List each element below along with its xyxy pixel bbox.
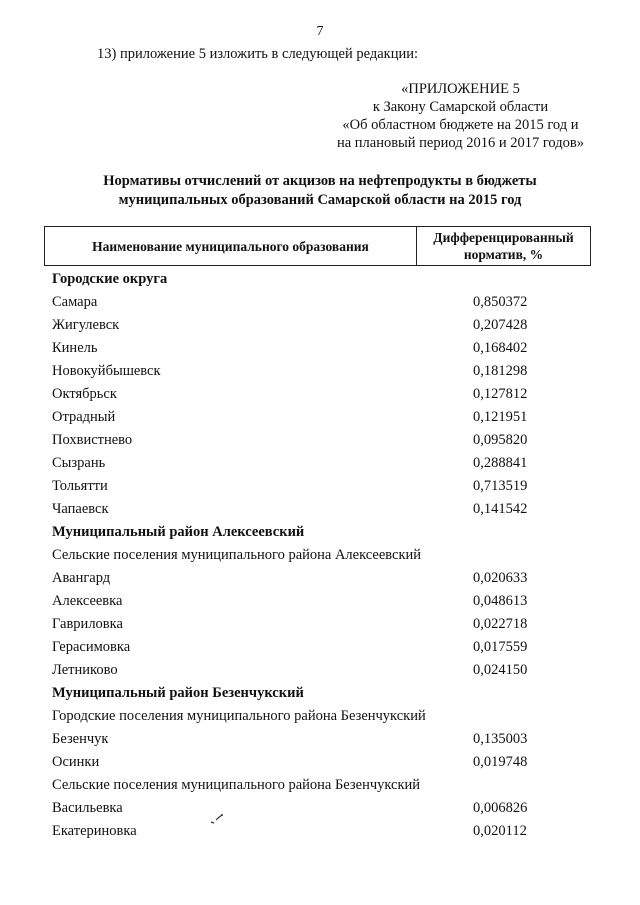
row-value: 0,017559 [473,639,528,655]
row-name: Чапаевск [52,501,109,517]
row-value: 0,288841 [473,455,528,471]
section-row [52,269,591,292]
row-value: 0,135003 [473,731,528,747]
table-row [52,361,591,384]
pen-mark-icon [209,813,225,825]
row-value: 0,048613 [473,593,528,609]
subsection-row [52,775,591,798]
row-name: Безенчук [52,731,109,747]
row-value: 0,713519 [473,478,528,494]
row-value: 0,850372 [473,294,528,310]
row-name: Отрадный [52,409,116,425]
row-value: 0,168402 [473,340,528,356]
column-header-value-line: норматив, % [463,247,544,262]
table-row [52,338,591,361]
section-row [52,522,591,545]
row-name: Октябрьск [52,386,117,402]
section-row [52,683,591,706]
table-row [52,292,591,315]
title-line: Нормативы отчислений от акцизов на нефтепродукты в бюджеты [103,173,537,189]
column-header-value [417,227,590,265]
row-name: Жигулевск [52,317,120,333]
amendment-intro: 13) приложение 5 изложить в следующей редакции: [97,46,419,62]
row-name: Сельские поселения муниципального района Алексеевский [52,547,422,563]
row-name: Авангард [52,570,111,586]
row-name: Осинки [52,754,100,770]
table-row [52,637,591,660]
column-header-name: Наименование муниципального образования [45,227,417,265]
row-name: Гавриловка [52,616,123,632]
row-name: Городские поселения муниципального района Безенчукский [52,708,426,724]
row-name: Тольятти [52,478,108,494]
table-row [52,798,591,821]
column-header-value-line: Дифференцированный [433,230,574,245]
table-row [52,591,591,614]
title-line: муниципальных образований Самарской области на 2015 год [118,192,522,208]
row-name: Самара [52,294,98,310]
table-body [52,269,591,844]
table-row [52,430,591,453]
table-row [52,729,591,752]
row-value: 0,121951 [473,409,528,425]
subsection-row [52,545,591,568]
row-value: 0,006826 [473,800,528,816]
row-name: Похвистнево [52,432,133,448]
table-row [52,821,591,844]
appendix-line: на плановый период 2016 и 2017 годов» [336,135,584,151]
document-title [0,172,640,210]
table-row [52,660,591,683]
row-name: Екатериновка [52,823,137,839]
row-name: Кинель [52,340,98,356]
appendix-line: к Закону Самарской области [372,99,549,115]
row-name: Муниципальный район Алексеевский [52,524,305,540]
row-value: 0,020633 [473,570,528,586]
row-value: 0,024150 [473,662,528,678]
appendix-heading [337,80,584,152]
table-row [52,315,591,338]
row-value: 0,141542 [473,501,528,517]
row-name: Новокуйбышевск [52,363,161,379]
table-row [52,752,591,775]
row-name: Муниципальный район Безенчукский [52,685,304,701]
subsection-row [52,706,591,729]
row-name: Сельские поселения муниципального района Безенчукский [52,777,421,793]
row-name: Герасимовка [52,639,131,655]
row-value: 0,022718 [473,616,528,632]
table-row [52,476,591,499]
row-value: 0,181298 [473,363,528,379]
row-value: 0,020112 [473,823,527,839]
table-row [52,453,591,476]
row-name: Городские округа [52,271,168,287]
row-name: Летниково [52,662,118,678]
row-value: 0,127812 [473,386,528,402]
appendix-line: «Об областном бюджете на 2015 год и [342,117,579,133]
table-row [52,384,591,407]
row-name: Васильевка [52,800,123,816]
table-header [44,226,591,266]
table-row [52,614,591,637]
page-number: 7 [316,24,324,39]
table-row [52,407,591,430]
row-name: Сызрань [52,455,106,471]
appendix-line: «ПРИЛОЖЕНИЕ 5 [401,81,520,97]
table-row [52,499,591,522]
row-value: 0,095820 [473,432,528,448]
row-value: 0,019748 [473,754,528,770]
row-name: Алексеевка [52,593,123,609]
row-value: 0,207428 [473,317,528,333]
table-row [52,568,591,591]
